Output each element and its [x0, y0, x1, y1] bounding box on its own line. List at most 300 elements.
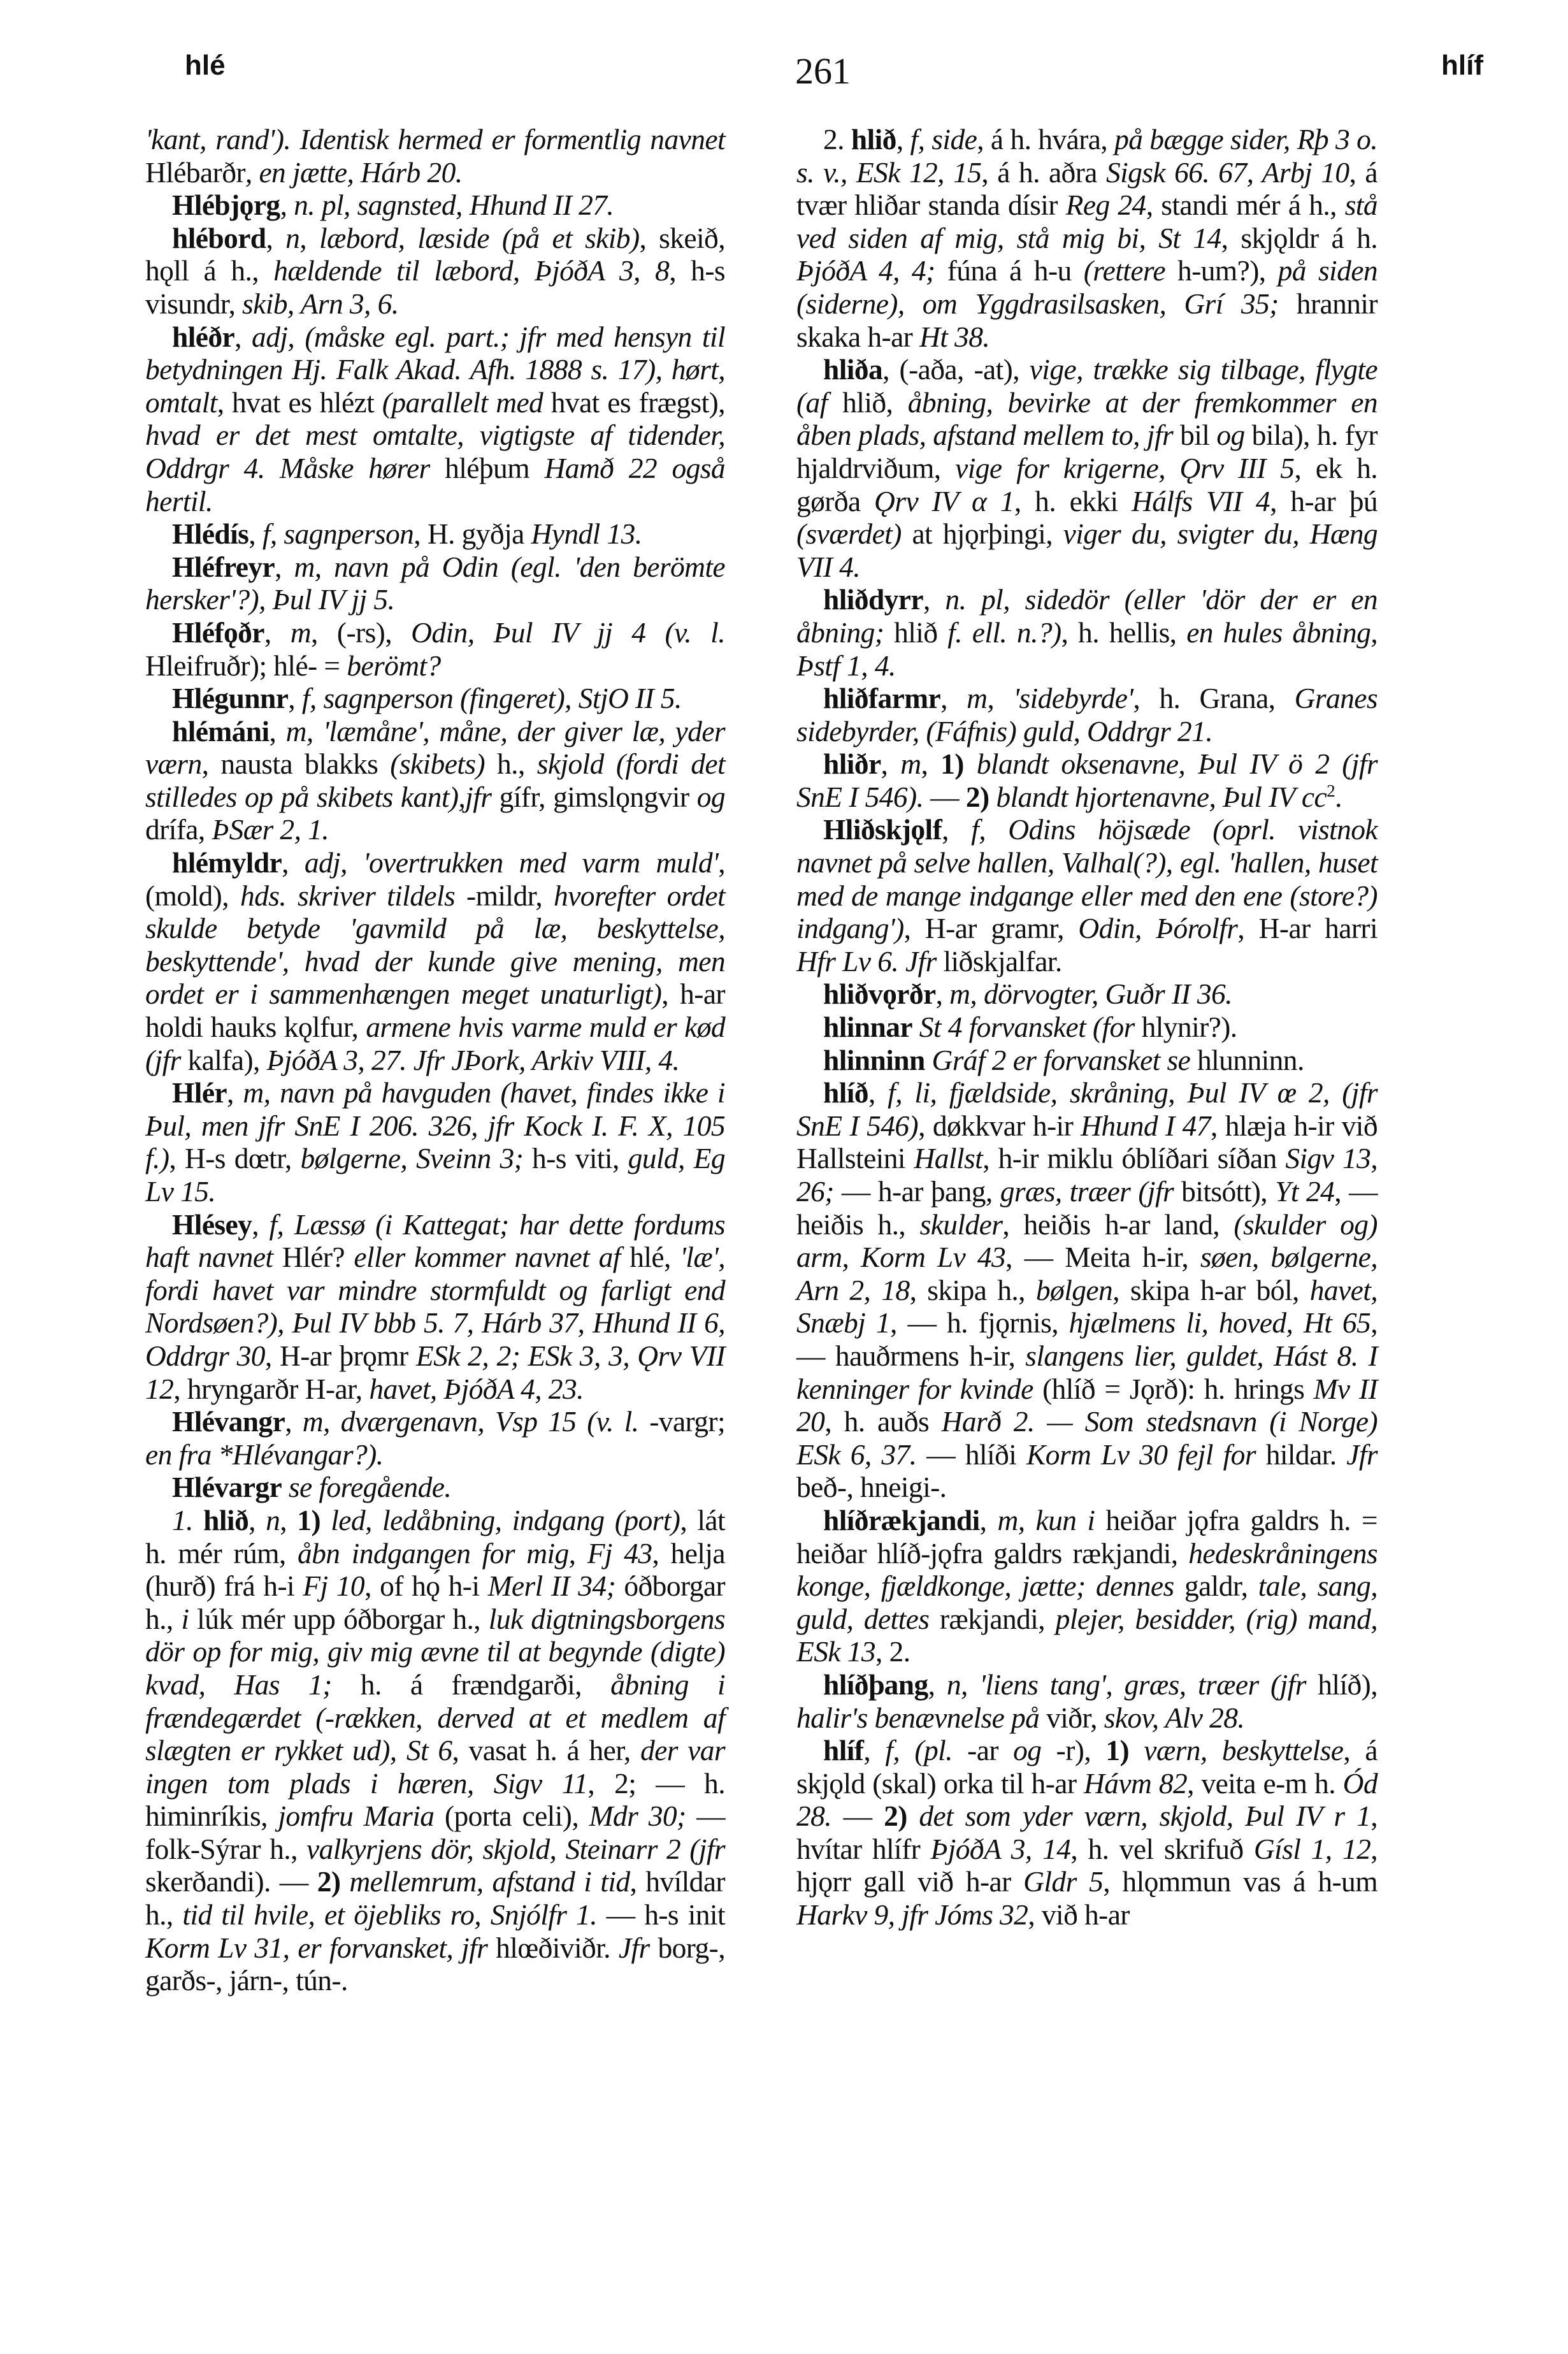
source-text: hlé, [629, 1241, 680, 1274]
page-number: 261 [795, 50, 851, 92]
definition-text: m, kun i [997, 1503, 1095, 1536]
source-text: , [285, 1405, 303, 1438]
definition-text: stå ved siden af mig, stå mig bi, St 14 [796, 189, 1378, 254]
source-text: — h-ar þang, [833, 1175, 1000, 1208]
source-text: , h. ekki [1014, 484, 1132, 517]
definition-text: berömt? [347, 649, 441, 682]
definition-text: (rettere [1083, 254, 1165, 287]
source-text: , — h. fjǫrnis, [890, 1306, 1069, 1339]
dictionary-entry [796, 747, 1377, 813]
dictionary-entry [145, 1208, 725, 1406]
source-text: , h. auðs [824, 1405, 942, 1438]
definition-text: blandt hjortenavne, Þul IV cc [996, 780, 1327, 813]
definition-text: det som yder værn, skjold, Þul IV r 1 [919, 1800, 1371, 1833]
source-text: , h-ar þú [1270, 484, 1377, 517]
definition-text: Harð 2. — Som stedsnavn (i Norge) ESk 6, 37. [796, 1405, 1377, 1471]
definition-text: Sigsk 66. 67, Arbj 10 [1105, 155, 1349, 189]
headword: hlíð [823, 1076, 868, 1109]
source-text: , hvíldar h., [145, 1865, 725, 1932]
source-text: borg-, garðs-, járn-, tún-. [145, 1931, 725, 1997]
definition-text: f, side [910, 123, 977, 155]
definition-text: bølgerne, Sveinn 3; [300, 1142, 524, 1175]
definition-text: skulder [919, 1208, 1003, 1241]
source-text: , á tvær hliðar standa dísir [796, 155, 1377, 222]
dictionary-entry [145, 715, 725, 846]
definition-text: m, navn på Odin (egl. 'den berömte hersker'?), Þul IV jj 5. [145, 550, 725, 616]
dictionary-entry [796, 1734, 1377, 1932]
source-text: , døkkvar h-ir [918, 1109, 1081, 1142]
definition-text: havet, ÞjóðA 4, 23. [369, 1372, 584, 1405]
definition-text: Odin, Þul IV jj 4 (v. l. [411, 616, 725, 649]
definition-text: m [900, 747, 921, 781]
headword: Hlédís [172, 517, 249, 551]
source-text: rækjandi, [929, 1602, 1056, 1635]
dictionary-entry [145, 846, 725, 1076]
source-text: , [234, 320, 252, 353]
definition-text: 'kant, rand'). Identisk hermed er formentlig navnet [145, 123, 725, 155]
definition-text: og [696, 780, 725, 813]
source-text: beð-, hneigi-. [796, 1471, 947, 1504]
headword: hlið [851, 123, 896, 155]
source-text: gífr, gimslǫngvir [491, 780, 697, 813]
source-text: h. á frændgarði, [331, 1668, 611, 1701]
headword: 2) [965, 780, 989, 813]
source-text: , [264, 616, 291, 649]
source-text: , veita e-m h. [1187, 1766, 1343, 1800]
dictionary-entry [796, 682, 1377, 747]
definition-text: Gráf 2 er forvansket se [931, 1043, 1191, 1076]
headword: hliðfarmr [823, 682, 941, 715]
definition-text: og [1013, 1734, 1042, 1767]
definition-text: skib, Arn 3, 6. [242, 287, 399, 320]
source-text [925, 1044, 932, 1076]
source-text: h-s viti, [523, 1142, 628, 1175]
headword: 2) [317, 1865, 341, 1898]
source-text: liðskjalfar. [936, 944, 1062, 978]
definition-text: 1. [172, 1503, 204, 1536]
definition-text: Gldr 5 [1023, 1865, 1104, 1898]
definition-text: åbning, bevirke at der fremkommer en åben plads, afstand mellem to, jfr [796, 386, 1377, 452]
source-text: fúna á h-u [935, 254, 1084, 287]
source-text: galdr, [1174, 1570, 1258, 1603]
headword: hlébord [172, 221, 266, 254]
source-text: Hlébarðr [145, 155, 245, 189]
source-text: heiðar jǫfra galdrs h. = heiðar hlíð-jǫfra galdrs rækjandi, [796, 1503, 1377, 1570]
definition-text: søen, bølgerne, Arn 2, 18 [796, 1241, 1377, 1306]
definition-text: Fj 10 [303, 1570, 365, 1603]
source-text: , [288, 682, 302, 715]
source-text [964, 747, 977, 780]
source-text: kalfa), [180, 1043, 267, 1076]
definition-text: hvad er det mest omtalte, vigtigste af tidender, Oddrgr 4. Måske hører [145, 419, 725, 484]
source-text: , 2. [875, 1635, 910, 1668]
source-text: , [282, 846, 305, 879]
headword: hliðr [823, 747, 881, 781]
entry-continuation [145, 123, 725, 189]
source-text: , lát h. mér rúm, [145, 1503, 726, 1570]
definition-text: (sværdet) [796, 517, 902, 551]
source-text: , H-ar gramr, [903, 912, 1079, 945]
source-text: — h-s init [596, 1898, 725, 1932]
definition-text: Mv II 20 [796, 1372, 1377, 1438]
source-text: skerðandi). — [145, 1865, 317, 1898]
definition-text: Hamð 22 også hertil. [145, 451, 725, 517]
guide-word-left: hlé [185, 50, 226, 81]
source-text: , H-s dœtr, [169, 1142, 301, 1175]
dictionary-entry [796, 978, 1377, 1011]
running-head [0, 38, 1568, 92]
source-text: hrannir skaka h-ar [796, 287, 1377, 353]
definition-text: 'læ', fordi havet var mindre stormfuldt og farligt end Nordsøen?), Þul IV bbb 5. 7, Hárb 37, Hhund II 6, Oddrgr 30 [145, 1241, 725, 1372]
column-left [145, 123, 725, 1997]
source-text [320, 1504, 331, 1536]
source-text: . [1335, 780, 1342, 813]
source-text: , h. Grana, [1133, 682, 1295, 715]
source-text: -vargr; [638, 1405, 726, 1438]
definition-text: n. pl, sidedör (eller 'dör der er en åbning; [796, 583, 1377, 649]
source-text: , [280, 1503, 298, 1536]
source-text [1129, 1734, 1144, 1766]
definition-text: Hfr Lv 6. Jfr [796, 944, 937, 978]
definition-text: åbn indgangen for mig, Fj 43 [297, 1536, 652, 1570]
source-text: , á skjǫld (skal) orka til h-ar [796, 1734, 1377, 1800]
definition-text: Hálfs VII 4 [1132, 484, 1270, 517]
headword: hlinninn [823, 1043, 925, 1076]
source-text: 2. [823, 123, 851, 155]
source-text: óðborgar h., [145, 1570, 726, 1635]
headword: hlíðþang [823, 1668, 928, 1701]
definition-text: valkyrjens dör, skjold, Steinarr 2 (jfr [306, 1832, 725, 1865]
headword: hliðvǫrðr [823, 978, 936, 1011]
source-text: , [280, 189, 294, 222]
definition-text: Gísl 1, 12 [1253, 1832, 1371, 1865]
source-text: -ar [952, 1734, 1014, 1767]
source-text: , [868, 1076, 888, 1109]
definition-text: eller kommer navnet af [354, 1241, 630, 1274]
definition-text: , en jætte, Hárb 20. [245, 155, 463, 189]
definition-text: n, 'liens tang', græs, træer (jfr [946, 1668, 1306, 1701]
source-text: , hlæja h-ir við Hallsteini [796, 1109, 1377, 1175]
definition-text: n, læbord, læside (på et skib) [285, 221, 640, 254]
source-text: , H-ar harri [1237, 912, 1377, 945]
source-text: , [269, 714, 286, 747]
source-text: , [248, 517, 263, 551]
source-text: h., [485, 747, 537, 781]
source-text: , helja (hurð) frá h-i [145, 1536, 725, 1603]
source-text: , h-s visundr, [145, 254, 725, 320]
source-text: , (-rs), [311, 616, 412, 649]
definition-text: adj, (måske egl. part.; jfr med hensyn til betydningen Hj. Falk Akad. Afh. 1888 s. 17), hørt, omtalt [145, 320, 725, 419]
dictionary-entry [145, 682, 725, 715]
headword: hlémáni [172, 714, 270, 747]
headword: hlið [203, 1503, 249, 1536]
dictionary-entry [145, 517, 725, 551]
definition-text: en fra *Hlévangar?). [145, 1438, 384, 1471]
source-text: , H. gyðja [414, 517, 531, 551]
definition-text: jomfru Maria [278, 1800, 435, 1833]
headword: 1) [940, 747, 964, 781]
dictionary-entry [796, 1076, 1377, 1504]
definition-text: luk digtningsborgens dör op for mig, giv mig ævne til at begynde (digte) kvad, Has 1; [145, 1602, 725, 1701]
headword: hlémyldr [172, 846, 282, 879]
headword: hlíðrækjandi [823, 1503, 980, 1536]
headword: Hléfreyr [172, 550, 275, 583]
definition-text: n. pl, sagnsted, Hhund II 27. [294, 189, 614, 222]
source-text: Hleifruðr); hlé- = [145, 649, 347, 682]
definition-text: hedeskråningens konge, fjældkonge, jætte; dennes [796, 1536, 1377, 1603]
definition-text: Harkv 9, jfr Jóms 32 [796, 1898, 1028, 1932]
headword: Hlévargr [172, 1471, 282, 1504]
definition-text: Hhund I 47 [1081, 1109, 1211, 1142]
source-text: drífa, [145, 813, 212, 846]
definition-text: Korm Lv 31, er forvansket, jfr [145, 1931, 488, 1964]
definition-text: blandt oksenavne, Þul IV ö 2 (jfr SnE I 546). [796, 747, 1377, 813]
source-text: , [896, 123, 910, 155]
dictionary-entry [796, 1668, 1377, 1734]
source-text: hlunninn. [1190, 1043, 1304, 1076]
source-text: , h-ir miklu óblíðari síðan [982, 1142, 1286, 1175]
source-text: , við h-ar [1028, 1898, 1130, 1932]
guide-word-right: hlíf [1441, 50, 1483, 81]
definition-text: Sigv 13, 26; [796, 1142, 1378, 1208]
dictionary-entry [145, 551, 725, 616]
source-text: , skipa h., [909, 1273, 1036, 1306]
source-text: bila), h. fyr hjaldrviðum, [796, 419, 1377, 484]
source-text: , [979, 1503, 998, 1536]
definition-text: hjælmens li, hoved, Ht 65 [1068, 1306, 1371, 1339]
source-text: hlið, [842, 386, 908, 419]
definition-text: slangens lier, guldet, Hást 8. I kenninger for kvinde [796, 1339, 1377, 1405]
headword: Hléfǫðr [172, 616, 264, 649]
definition-text: på bægge sider, Rþ 3 o. s. v., ESk 12, 15 [796, 123, 1377, 189]
source-text: hlœðiviðr. [487, 1931, 619, 1964]
source-text: hlíð), [1305, 1668, 1377, 1701]
headword: hlinnar [823, 1011, 912, 1044]
definition-text: halir's benævnelse på [796, 1701, 1040, 1734]
source-text: , [275, 550, 294, 583]
source-text: -r), [1041, 1734, 1106, 1767]
definition-text: m, dværgenavn, Vsp 15 (v. l. [302, 1405, 639, 1438]
source-text: , hryngarðr H-ar, [173, 1372, 370, 1405]
source-text: , [923, 583, 946, 616]
source-text: , [227, 1076, 243, 1109]
source-text: , heiðis h-ar land, [1002, 1208, 1234, 1241]
dictionary-entry [796, 1504, 1377, 1668]
source-text: lúk mér upp óðborgar h., [189, 1602, 489, 1635]
headword: hlíf [823, 1734, 864, 1767]
source-text [907, 1800, 919, 1832]
source-text: viðr, [1039, 1701, 1104, 1734]
definition-text: og [1216, 419, 1245, 452]
definition-text: en hules åbning, Þstf 1, 4. [796, 616, 1377, 682]
source-text: , H-ar þrǫmr [264, 1339, 416, 1372]
definition-text: Hávm 82 [1084, 1766, 1188, 1800]
definition-text: ÞjóðA 3, 27. Jfr JÞork, Arkiv VIII, 4. [266, 1043, 680, 1076]
source-text: , skipa h-ar ból, [1112, 1273, 1310, 1306]
source-text: — [923, 780, 966, 813]
source-text: bitsótt), [1174, 1175, 1276, 1208]
definition-text: Ǫrv IV α 1 [874, 484, 1014, 517]
definition-text: Hyndl 13. [531, 517, 642, 551]
definition-text: (parallelt med [382, 386, 551, 419]
source-text [912, 1011, 919, 1043]
source-text: , [252, 1208, 270, 1241]
headword: Hlér [172, 1076, 227, 1109]
definition-text: (skulder og) arm, Korm Lv 43 [796, 1208, 1377, 1274]
definition-text: Hallst [914, 1142, 983, 1175]
definition-text: hvorefter ordet skulde betyde 'gavmild på læ, beskyttelse, beskyttende', hvad der kunde give mening, men ordet er i sammenhængen meget unaturligt) [145, 879, 726, 1011]
definition-text: Korm Lv 30 fejl for [1026, 1438, 1256, 1471]
headword: hliðdyrr [823, 583, 923, 616]
source-text: hildar. [1255, 1438, 1347, 1471]
definition-text: ÞjóðA 4, 4; [796, 254, 935, 287]
dictionary-entry [145, 321, 725, 518]
dictionary-entry [145, 1076, 725, 1208]
definition-text: græs, træer (jfr [1000, 1175, 1174, 1208]
source-text: (hlíð = Jǫrð): h. hrings [1033, 1372, 1314, 1405]
source-text: 2 [1327, 781, 1335, 800]
source-text: , (-aða, -at), [882, 353, 1030, 386]
dictionary-entry [145, 1504, 725, 1997]
definition-text: skjold (fordi det stilledes op på skibets kant),jfr [145, 747, 725, 813]
source-text: h-um?), [1165, 254, 1278, 287]
source-text: , skeið, hǫll á h., [145, 221, 725, 287]
definition-text: på siden (siderne), om Yggdrasilsasken, Grí 35; [796, 254, 1377, 320]
headword: Hliðskjǫlf [823, 813, 942, 846]
definition-text: åbning i frændegærdet (-rækken, derved at et medlem af slægten er rykket ud), St 6 [145, 1668, 725, 1767]
source-text: , — hauðrmens h-ir, [796, 1306, 1377, 1372]
definition-text: tale, sang, guld, dettes [796, 1570, 1377, 1635]
definition-text: hældende til læbord, ÞjóðA 3, 8 [273, 254, 670, 287]
definition-text: f, Odins höjsæde (oprl. vistnok navnet på selve hallen, Valhal(?), egl. 'hallen, huset med de mange indgange eller med den ene (store?) indgang') [796, 813, 1377, 945]
source-text: (porta celi), [434, 1800, 589, 1833]
source-text: -mildr, [455, 879, 554, 912]
definition-text: værn, beskyttelse [1144, 1734, 1344, 1767]
headword: Hlégunnr [172, 682, 289, 715]
source-text: , of hǫ́ h-i [364, 1570, 488, 1603]
definition-text: St 4 forvansket (for [919, 1011, 1135, 1044]
source-text: , [940, 682, 967, 715]
definition-text: der var ingen tom plads i hæren, Sigv 11 [145, 1734, 725, 1800]
definition-text: m, 'sidebyrde' [967, 682, 1133, 715]
definition-text: Jfr [1346, 1438, 1377, 1471]
source-text: , [921, 747, 941, 781]
definition-text: plejer, besidder, (rig) mand, ESk 13 [796, 1602, 1377, 1668]
definition-text: mellemrum, afstand i tid [349, 1865, 630, 1898]
definition-text: Reg 24 [1065, 189, 1146, 222]
source-text: , h-ar holdi hauks kǫlfur, [145, 978, 725, 1044]
dictionary-entry [796, 1044, 1377, 1077]
source-text: , — Meita h-ir, [1005, 1241, 1200, 1274]
dictionary-entry [145, 189, 725, 222]
dictionary-entry [796, 583, 1377, 682]
definition-text: Jfr [618, 1931, 650, 1964]
headword: 1) [1105, 1734, 1130, 1767]
definition-text: m, 'læmåne', måne, der giver læ, yder værn [145, 714, 725, 781]
headword: 2) [884, 1800, 907, 1833]
source-text: , [863, 1734, 886, 1767]
definition-text: f, sagnperson (fingeret), StjO II 5. [301, 682, 682, 715]
dictionary-entry [796, 813, 1377, 978]
source-text: , [928, 1668, 947, 1701]
headword: Hlébjǫrg [172, 189, 280, 222]
definition-text: Ht 38. [919, 320, 990, 353]
dictionary-entry [796, 1011, 1377, 1044]
headword: Hlévangr [172, 1405, 285, 1438]
definition-text: bølgen [1035, 1273, 1113, 1306]
definition-text: f, sagnperson [262, 517, 414, 551]
source-text: , [935, 978, 950, 1011]
source-text: , (mold), [145, 846, 725, 912]
headword: hléðr [172, 320, 235, 353]
source-text: , ek h. gørða [796, 451, 1377, 517]
dictionary-entry [796, 353, 1377, 583]
source-text: , á h. hvára, [977, 123, 1115, 155]
definition-text: Granes sidebyrder, (Fáfnis) guld, Oddrgr 21. [796, 682, 1378, 747]
source-text: , 2; — h. himinríkis, [145, 1766, 725, 1833]
source-text: , [942, 813, 972, 846]
definition-text: Merl II 34; [487, 1570, 616, 1603]
dictionary-entry [145, 1405, 725, 1471]
source-text: , á h. aðra [981, 155, 1106, 189]
definition-text: hds. skriver tildels [240, 879, 456, 912]
definition-text: vige for krigerne, Ǫrv III 5 [955, 451, 1295, 484]
definition-text: vige, trække sig tilbage, flygte (af [796, 353, 1377, 419]
definition-text: adj, 'overtrukken med varm muld' [304, 846, 719, 879]
source-text: bil [1173, 419, 1217, 452]
source-text: , h. hellis, [1061, 616, 1187, 649]
definition-text: i [181, 1602, 189, 1635]
dictionary-entry [145, 1471, 725, 1504]
definition-text: ÞSær 2, 1. [212, 813, 329, 846]
definition-text: f, li, fjældside, skråning, Þul IV œ 2, (jfr SnE I 546) [796, 1076, 1377, 1142]
headword: 1) [297, 1503, 320, 1536]
source-text [340, 1865, 349, 1898]
source-text [282, 1471, 289, 1503]
definition-text: ESk 2, 2; ESk 3, 3, Ǫrv VII 12 [145, 1339, 725, 1405]
dictionary-entry [145, 222, 725, 321]
definition-text: f, (pl. [885, 1734, 953, 1767]
definition-text: led, ledåbning, indgang (port) [331, 1503, 680, 1536]
definition-text: armene hvis varme muld er kød (jfr [145, 1011, 725, 1076]
dictionary-entry [145, 616, 725, 682]
source-text: hléþum [445, 451, 545, 484]
definition-text: (skibets) [390, 747, 486, 781]
definition-text: viger du, svigter du, Hæng VII 4. [796, 517, 1377, 583]
definition-text: Odin, Þórolfr [1078, 912, 1238, 945]
source-text: — [831, 1800, 884, 1833]
source-text: hlynir?). [1134, 1011, 1237, 1044]
source-text: , standi mér á h., [1146, 189, 1345, 222]
column-right [796, 123, 1377, 1932]
definition-text: f. ell. n.?) [947, 616, 1061, 649]
source-text: hvat es frægst), [550, 386, 725, 419]
source-text: , [266, 221, 286, 254]
definition-text: skov, Alv 28. [1104, 1701, 1245, 1734]
definition-text: tid til hvile, et öjebliks ro, Snjólfr 1. [182, 1898, 597, 1932]
dictionary-entry [796, 123, 1377, 353]
source-text: , hvat es hlézt [217, 386, 382, 419]
source-text: , [248, 1503, 266, 1536]
definition-text: m, dörvogter, Guðr II 36. [949, 978, 1232, 1011]
source-text: , skjǫldr á h. [1221, 221, 1377, 254]
source-text: , hvítar hlífr [796, 1800, 1378, 1865]
source-text: , vasat h. á her, [452, 1734, 640, 1767]
source-text: , hjǫrr gall við h-ar [796, 1832, 1377, 1898]
source-text [989, 781, 996, 813]
definition-text: Ód 28. [796, 1766, 1377, 1833]
source-text: — folk-Sýrar h., [145, 1800, 725, 1865]
